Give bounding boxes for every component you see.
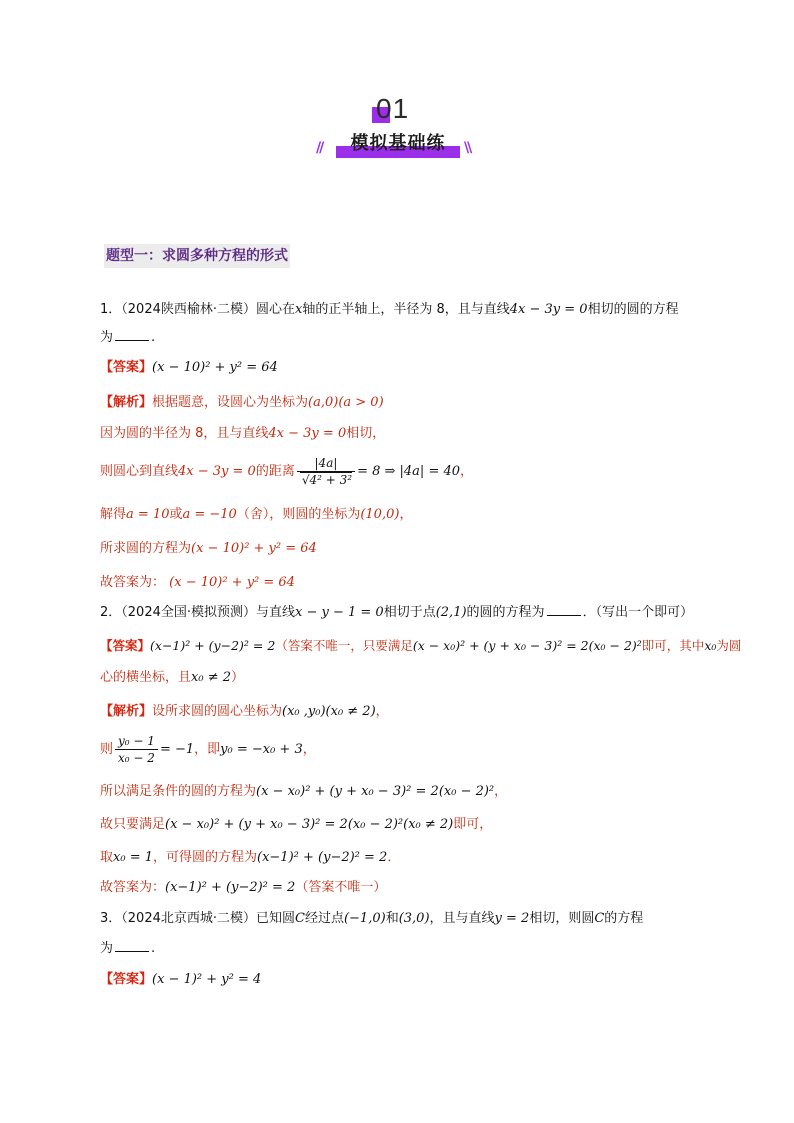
q2-s3-end: ， xyxy=(494,784,508,799)
q2-answer-tag: 【答案】 xyxy=(100,638,151,653)
q1-s3-text-b: 的距离 xyxy=(255,464,295,479)
q2-analysis-line5 xyxy=(100,848,400,868)
q1-s6-math: (x − 10)² + y² = 64 xyxy=(169,575,295,590)
q1-analysis-line5 xyxy=(100,539,317,559)
q2-s1-text: 设所求圆的圆心坐标为 xyxy=(152,704,283,719)
q2-fraction-numerator: y₀ − 1 xyxy=(115,733,158,750)
q2-answer-note-c: 为圆 xyxy=(716,638,742,653)
q1-s1-math: (a,0)(a > 0) xyxy=(308,395,384,410)
q2-s5-text-b: ，可得圆的方程为 xyxy=(153,850,258,865)
q1-answer-line xyxy=(100,358,278,378)
q1-fraction-denominator-wrap xyxy=(297,472,355,488)
q2-stem-text-b: 相切于点 xyxy=(383,605,436,620)
q2-s1-end: ， xyxy=(375,704,389,719)
q2-analysis-line1 xyxy=(100,702,389,722)
q2-s4-text: 故只要满足 xyxy=(100,817,166,832)
q2-answer: (x−1)² + (y−2)² = 2 xyxy=(150,638,276,653)
q3-stem-line1 xyxy=(100,909,643,929)
q1-stem-x: x xyxy=(295,302,303,317)
q2-stem-text-c: 的圆的方程为 xyxy=(466,605,545,620)
q3-answer-tag: 【答案】 xyxy=(100,972,153,987)
q2-stem-text: 2．（2024全国·模拟预测）与直线 xyxy=(100,605,295,620)
q2-s3-math: (x − x₀)² + (y + x₀ − 3)² = 2(x₀ − 2)² xyxy=(256,784,495,799)
section-number: 01 xyxy=(376,93,410,124)
title-slash-right: \\ xyxy=(464,140,471,156)
q2-answer-line1 xyxy=(100,636,741,656)
q1-stem-end: . xyxy=(151,330,156,345)
q2-answer-blank xyxy=(547,603,581,616)
q2-answer-note-end: ） xyxy=(231,670,245,685)
q1-stem-text-b: 轴的正半轴上，半径为 8，且与直线 xyxy=(302,302,510,317)
q1-analysis-line4 xyxy=(100,505,412,525)
q2-analysis-line4 xyxy=(100,815,492,835)
q2-s2-result: = −1 xyxy=(159,742,195,757)
type-heading: 题型一：求圆多种方程的形式 xyxy=(104,244,290,268)
q1-s2-text-b: 相切， xyxy=(346,426,386,441)
q2-s2-math: y₀ = −x₀ + 3 xyxy=(220,742,303,757)
q3-stem-and: 和 xyxy=(385,911,399,926)
q2-s4-text-b: 即可， xyxy=(453,817,493,832)
q1-s2-text: 因为圆的半径为 8，且与直线 xyxy=(100,426,269,441)
q1-s3-math: 4x − 3y = 0 xyxy=(178,464,256,479)
q1-s5-math: (x − 10)² + y² = 64 xyxy=(191,541,317,556)
q2-s5-end: ． xyxy=(387,850,401,865)
q3-stem-text-b: 经过点 xyxy=(304,911,344,926)
q1-stem-line1 xyxy=(100,300,679,320)
q1-s3-end: ， xyxy=(460,464,474,479)
q2-fraction-denominator: x₀ − 2 xyxy=(118,751,155,765)
q2-s2-text-b: ，即 xyxy=(194,742,221,757)
q1-stem-text-d: 为 xyxy=(100,330,114,345)
q1-s3-result: = 8 ⇒ |4a| = 40 xyxy=(357,464,461,479)
q2-answer-condition: x₀ ≠ 2 xyxy=(191,670,231,685)
q2-s2-text: 则 xyxy=(100,742,114,757)
q2-analysis-line3 xyxy=(100,782,507,802)
q2-s4-math: (x − x₀)² + (y + x₀ − 3)² = 2(x₀ − 2)²(x₀ ≠ 2) xyxy=(165,817,454,832)
q3-stem-line-eq: y = 2 xyxy=(494,911,530,926)
q1-analysis-line6 xyxy=(100,573,295,593)
q3-stem-line2 xyxy=(100,939,155,959)
q2-s5-math2: (x−1)² + (y−2)² = 2 xyxy=(257,850,388,865)
q1-stem-text: 1．（2024陕西榆林·二模）圆心在 xyxy=(100,302,295,317)
q3-answer: (x − 1)² + y² = 4 xyxy=(152,972,262,987)
q1-s6-text: 故答案为： xyxy=(100,575,166,590)
q1-s4-text: 解得 xyxy=(100,507,127,522)
q2-answer-note: （答案不唯一，只要满足 xyxy=(275,638,413,653)
q2-s3-text: 所以满足条件的圆的方程为 xyxy=(100,784,257,799)
q2-stem-point: (2,1) xyxy=(435,605,467,620)
q2-analysis-line2 xyxy=(100,733,316,767)
q2-answer-general-form: (x − x₀)² + (y + x₀ − 3)² = 2(x₀ − 2)² xyxy=(412,638,642,653)
q3-answer-blank xyxy=(115,939,149,952)
q2-answer-note-d: 心的横坐标，且 xyxy=(100,670,192,685)
q1-stem-line2 xyxy=(100,328,155,348)
q1-analysis-line1 xyxy=(100,393,384,413)
q3-stem-text-e: 的方程 xyxy=(604,911,644,926)
q3-stem-text-d: 相切，则圆 xyxy=(529,911,595,926)
q1-answer-blank xyxy=(115,328,149,341)
q2-stem-line1 xyxy=(100,603,693,623)
q3-stem-text: 3．（2024北京西城·二模）已知圆 xyxy=(100,911,295,926)
q2-analysis-tag: 【解析】 xyxy=(100,704,153,719)
q2-s6-text-b: （答案不唯一） xyxy=(295,880,387,895)
q2-s2-end: ， xyxy=(302,742,316,757)
q3-stem-text-f: 为 xyxy=(100,941,114,956)
q1-analysis-line3 xyxy=(100,455,473,489)
q1-answer-tag: 【答案】 xyxy=(100,360,153,375)
q1-stem-text-c: 相切的圆的方程 xyxy=(587,302,679,317)
q1-s4-math3: (10,0) xyxy=(360,507,400,522)
q1-distance-fraction xyxy=(297,455,355,488)
q1-s4-math1: a = 10 xyxy=(126,507,170,522)
q2-s6-math: (x−1)² + (y−2)² = 2 xyxy=(165,880,296,895)
q3-stem-circle-c: C xyxy=(295,911,305,926)
q3-stem-text-c: ，且与直线 xyxy=(429,911,495,926)
q1-s3-text: 则圆心到直线 xyxy=(100,464,179,479)
q3-stem-point2: (3,0) xyxy=(398,911,430,926)
q1-stem-line-eq: 4x − 3y = 0 xyxy=(509,302,588,317)
q1-s5-text: 所求圆的方程为 xyxy=(100,541,192,556)
q2-s5-math1: x₀ = 1 xyxy=(113,850,153,865)
q1-answer: (x − 10)² + y² = 64 xyxy=(152,360,278,375)
q1-s2-math: 4x − 3y = 0 xyxy=(268,426,347,441)
title-slash-left: // xyxy=(316,140,323,156)
q1-s1-text: 根据题意，设圆心为坐标为 xyxy=(152,395,309,410)
q2-stem-text-d: ．（写出一个即可） xyxy=(582,605,694,620)
q2-s1-math: (x₀ ,y₀)(x₀ ≠ 2) xyxy=(282,704,376,719)
q3-stem-end: . xyxy=(151,941,156,956)
q1-s4-text-b: 或 xyxy=(169,507,183,522)
q2-s6-text: 故答案为： xyxy=(100,880,166,895)
q2-answer-x0: x₀ xyxy=(704,638,717,653)
q2-analysis-line6 xyxy=(100,878,386,898)
q1-analysis-tag: 【解析】 xyxy=(100,395,153,410)
q2-answer-note-b: 即可，其中 xyxy=(641,638,705,653)
q1-s4-text-d: ， xyxy=(399,507,413,522)
q1-fraction-denominator: √4² + 3² xyxy=(301,473,353,487)
q1-fraction-numerator: |4a| xyxy=(297,455,355,472)
q3-answer-line xyxy=(100,970,261,990)
section-title: 模拟基础练 xyxy=(350,133,446,154)
q1-s4-text-c: （舍），则圆的坐标为 xyxy=(236,507,361,522)
q3-stem-point1: (−1,0) xyxy=(343,911,386,926)
q2-stem-line-eq: x − y − 1 = 0 xyxy=(295,605,384,620)
q2-answer-line2 xyxy=(100,668,244,688)
q2-slope-fraction xyxy=(115,733,158,766)
q1-s4-math2: a = −10 xyxy=(182,507,237,522)
q1-analysis-line2 xyxy=(100,424,385,444)
q2-s5-text: 取 xyxy=(100,850,114,865)
q3-stem-circle-c2: C xyxy=(594,911,605,926)
